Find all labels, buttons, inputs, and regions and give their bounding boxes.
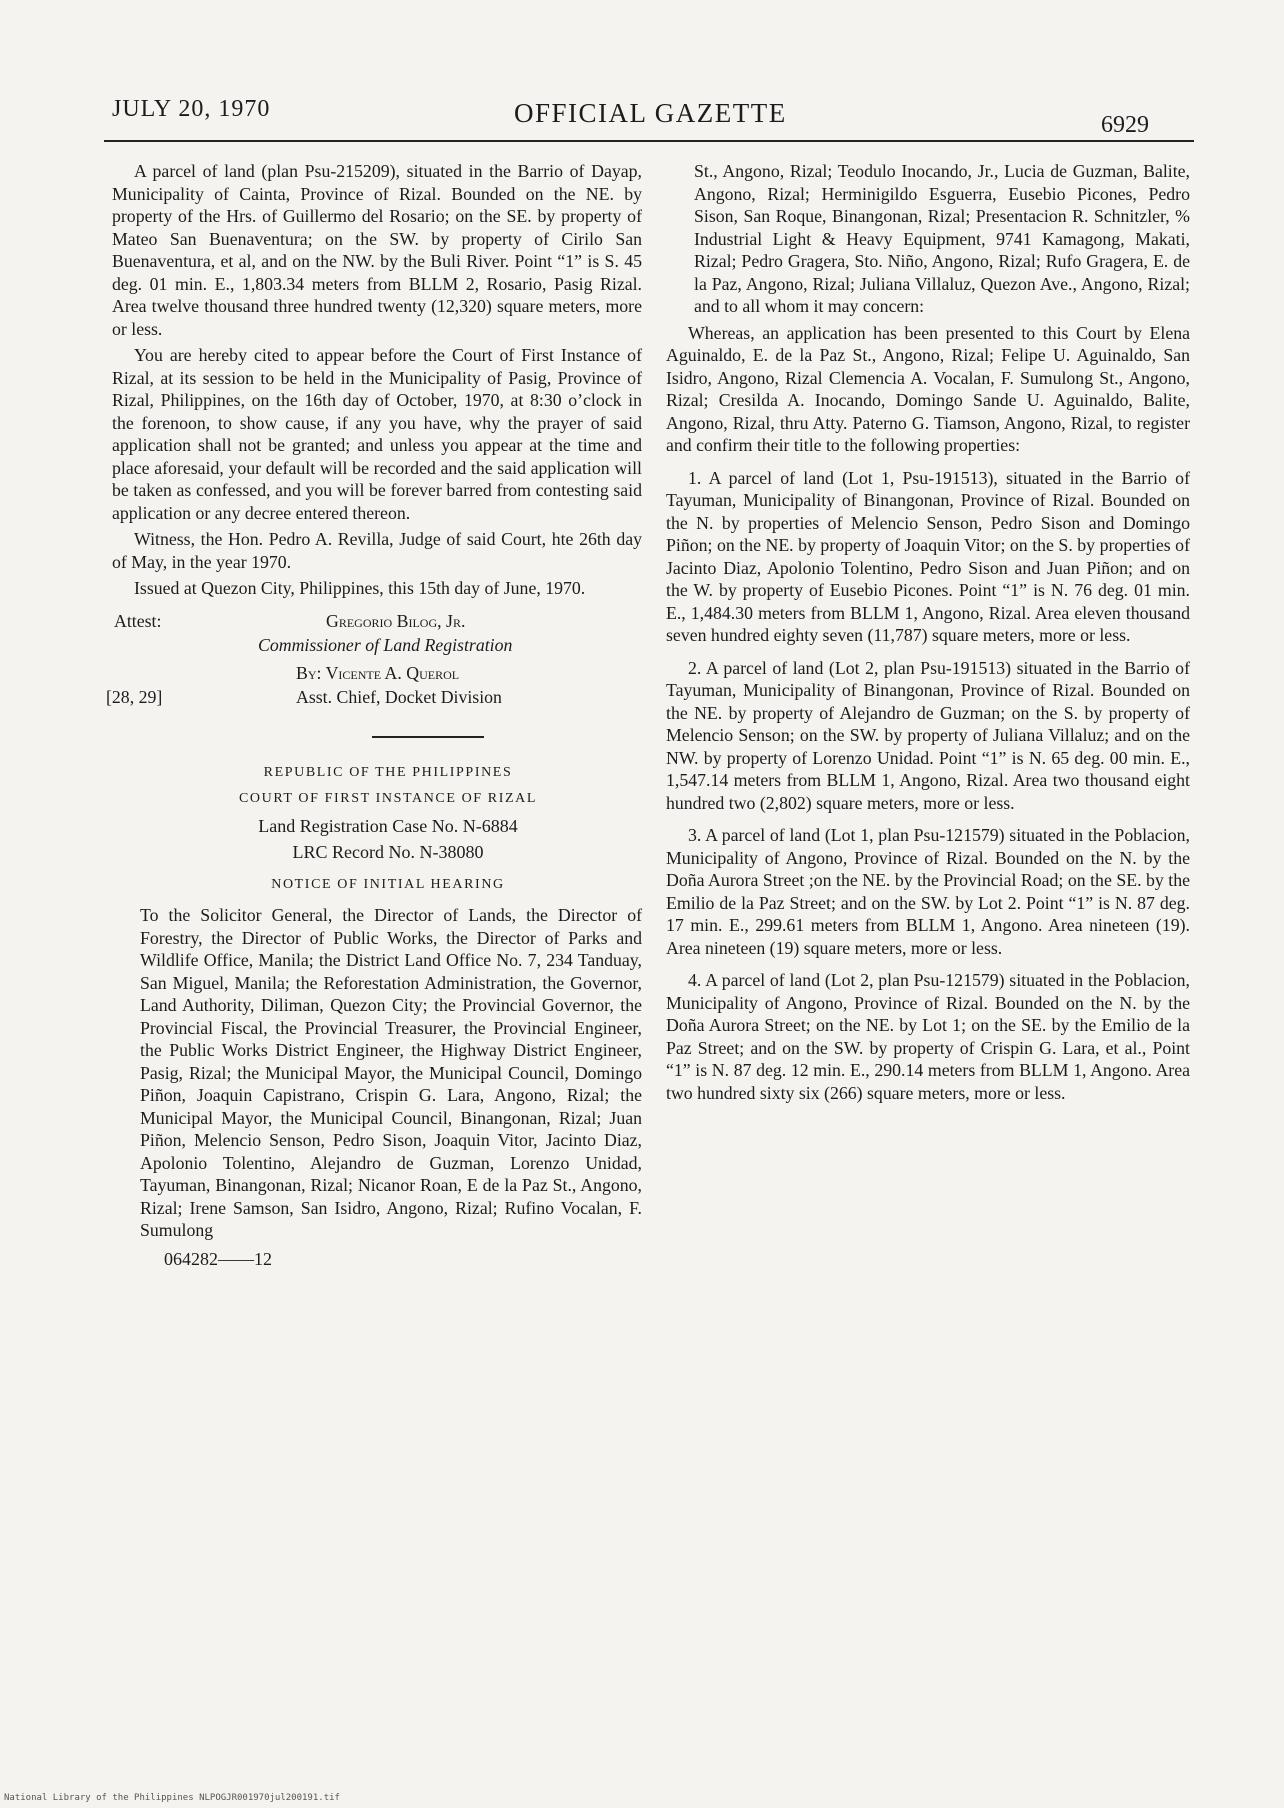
publication-title: OFFICIAL GAZETTE	[514, 98, 787, 128]
issued-paragraph: Issued at Quezon City, Philippines, this 15th day of June, 1970.	[134, 578, 586, 598]
scan-footer: National Library of the Philippines NLPOGJR001970jul200191.tif	[4, 1793, 340, 1803]
issue-date: JULY 20, 1970	[112, 96, 271, 122]
notice-title: NOTICE OF INITIAL HEARING	[271, 876, 505, 892]
header-rule	[104, 140, 1194, 142]
print-code: 064282——12	[164, 1248, 272, 1269]
property-item-1: 1. A parcel of land (Lot 1, Psu-191513), situated in the Barrio of Tayuman, Municipality of Binangonan, Province of Rizal. Bounded on the N. by properties of Melencio Senson, Pedro Sison and Domingo Piñon; on the NE. by property of Joaquin Vitor; on the S. by properties of Jacinto Diaz, Apolonio Tolentino, Pedro Sison and Juan Piñon; and on the W. by property of Eusebio Picones. Point “1” is N. 76 deg. 01 min. E., 1,484.30 meters from BLLM 1, Angono, Rizal. Area eleven thousand seven hundred eighty seven (11,787) square meters, more or less.	[666, 467, 1190, 645]
case-number: Land Registration Case No. N-6884	[258, 815, 518, 836]
whereas-paragraph: Whereas, an application has been presented to this Court by Elena Aguinaldo, E. de la Paz St., Angono, Rizal; Felipe U. Aguinaldo, San Isidro, Angono, Rizal Clemencia A. Vocalan, F. Sumulong St., Angono, Rizal; Cresilda A. Inocando, Domingo Sande U. Aguinaldo, Balite, Angono, Rizal, thru Atty. Paterno G. Tiamson, Angono, Rizal, to register and confirm their title to the following properties:	[666, 322, 1190, 455]
right-column	[666, 160, 1190, 1108]
issue-reference: [28, 29]	[106, 686, 163, 707]
signer-name: Gregorio Bilog, Jr.	[326, 610, 466, 631]
property-item-3: 3. A parcel of land (Lot 1, plan Psu-121579) situated in the Poblacion, Municipality of Angono, Province of Rizal. Bounded on the N. by the Doña Aurora Street ;on the NE. by the Provincial Road; on the SE. by the Emilio de la Paz Street; and on the SW. by Lot 2. Point “1” is N. 87 deg. 17 min. E., 299.61 meters from BLLM 1, Angono. Area nineteen (19). Area nineteen (19) square meters, more or less.	[666, 825, 1190, 958]
addressees: To the Solicitor General, the Director of Lands, the Director of Forestry, the Director of Public Works, the Director of Parks and Wildlife Office, Manila; the District Land Office No. 7, 234 Tanduay, San Miguel, Manila; the Reforestation Administration, the Governor, Land Authority, Diliman, Quezon City; the Provincial Governor, the Provincial Fiscal, the Provincial Treasurer, the Provincial Engineer, the Public Works District Engineer, the Highway District Engineer, Pasig, Rizal; the Municipal Mayor, the Municipal Council, Domingo Piñon, Joaquin Capistrano, Crispin G. Lara, Angono, Rizal; the Municipal Mayor, the Municipal Council, Binangonan, Rizal; Juan Piñon, Melencio Senson, Pedro Sison, Joaquin Vitor, Jacinto Diaz, Apolonio Tolentino, Alejandro de Guzman, Lorenzo Unidad, Tayuman, Binangonan, Rizal; Nicanor Roan, E de la Paz St., Angono, Rizal; Irene Samson, San Isidro, Angono, Rizal; Rufino Vocalan, F. Sumulong	[140, 905, 642, 1240]
witness-paragraph: Witness, the Hon. Pedro A. Revilla, Judge of said Court, hte 26th day of May, in the year 1970.	[112, 529, 642, 572]
page-number: 6929	[1101, 112, 1149, 138]
signer-title: Commissioner of Land Registration	[258, 634, 513, 655]
addressees-continued: St., Angono, Rizal; Teodulo Inocando, Jr., Lucia de Guzman, Balite, Angono, Rizal; Herminigildo Esguerra, Eusebio Picones, Pedro Sison, San Roque, Binangonan, Rizal; Presentacion R. Schnitzler, % Industrial Light & Heavy Equipment, 9741 Kamagong, Makati, Rizal; Pedro Gragera, Sto. Niño, Angono, Rizal; Rufo Gragera, E. de la Paz, Angono, Rizal; Juliana Villaluz, Quezon Ave., Angono, Rizal; and to all whom it may concern:	[694, 161, 1190, 316]
lrc-record: LRC Record No. N-38080	[292, 842, 484, 862]
property-item-4: 4. A parcel of land (Lot 2, plan Psu-121579) situated in the Poblacion, Municipality of Angono, Province of Rizal. Bounded on the N. by the Doña Aurora Street; on the NE. by Lot 1; on the SE. by the Emilio de la Paz Street; and on the SW. by property of Crispin G. Lara, et al., Point “1” is N. 87 deg. 12 min. E., 290.14 meters from BLLM 1, Angono. Area two hundred sixty six (266) square meters, more or less.	[666, 970, 1190, 1103]
section-divider	[372, 736, 484, 738]
property-item-2: 2. A parcel of land (Lot 2, plan Psu-191513) situated in the Barrio of Tayuman, Municipality of Binangonan, Province of Rizal. Bounded on the NE. by property of Alejandro de Guzman; on the S. by property of Melencio Senson; on the SW. by property of Juliana Villaluz; and on the NW. by property of Lorenzo Unidad. Point “1” is N. 65 deg. 00 min. E., 1,547.14 meters from BLLM 1, Angono, Rizal. Area two thousand eight hundred two (2,802) square meters, more or less.	[666, 657, 1190, 813]
signer-by-name: By: Vicente A. Querol	[296, 662, 460, 683]
left-column	[106, 160, 642, 1270]
republic-heading: REPUBLIC OF THE PHILIPPINES	[263, 764, 513, 780]
attestation-block	[106, 604, 642, 720]
court-heading: COURT OF FIRST INSTANCE OF RIZAL	[238, 791, 538, 806]
attest-label: Attest:	[114, 610, 162, 631]
summons-paragraph: You are hereby cited to appear before the Court of First Instance of Rizal, at its session to be held in the Municipality of Pasig, Province of Rizal, Philippines, on the 16th day of October, 1970, at 8:30 o’clock in the forenoon, to show cause, if any you have, why the prayer of said application shall not be granted; and unless you appear at the time and place aforesaid, your default will be recorded and the said application will be taken as confessed, and you will be forever barred from contesting said application or any decree entered thereon.	[112, 345, 642, 523]
signer-by-title: Asst. Chief, Docket Division	[296, 686, 502, 707]
parcel-description: A parcel of land (plan Psu-215209), situated in the Barrio of Dayap, Municipality of Cainta, Province of Rizal. Bounded on the NE. by property of the Hrs. of Guillermo del Rosario; on the SE. by property of Mateo San Buenaventura; on the SW. by property of Cirilo San Buenaventura, et al, and on the NW. by the Buli River. Point “1” is S. 45 deg. 01 min. E., 1,803.34 meters from BLLM 2, Rosario, Pasig Rizal. Area twelve thousand three hundred twenty (12,320) square meters, more or less.	[112, 161, 642, 339]
